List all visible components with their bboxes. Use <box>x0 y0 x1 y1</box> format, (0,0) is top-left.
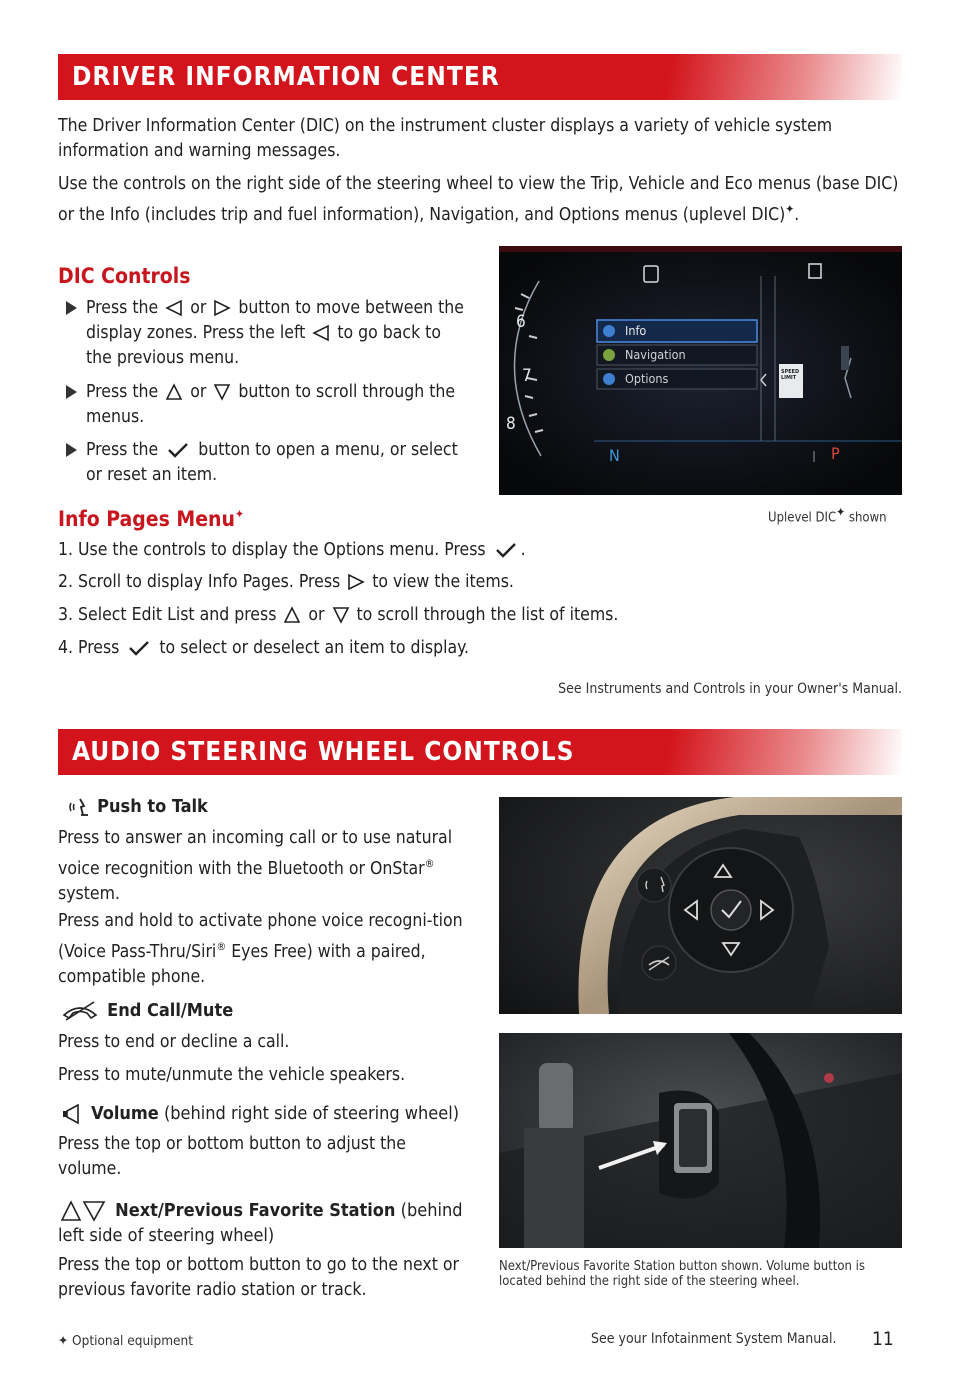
dic-intro: The Driver Information Center (DIC) on the instrument cluster displays a variety of vehicle system information and warning messages. <box>58 116 833 161</box>
down-arrow-icon <box>213 383 231 401</box>
favorite-description: Press the top or bottom button to go to the next or previous favorite radio station or track. <box>58 1255 459 1300</box>
checkmark-icon <box>493 541 519 559</box>
bullet-arrow-icon <box>66 301 77 315</box>
dic-intro2: Use the controls on the right side of the steering wheel to view the Trip, Vehicle and Eco menus (base DIC) or the Info (includes trip and fuel information), Navigation, and Options menus (uplevel DIC)✦. <box>58 174 899 225</box>
info-step-3: 3. Select Edit List and press or to scroll through the list of items. <box>58 605 619 625</box>
favorite-title-row: Next/Previous Favorite Station (behind left side of steering wheel) <box>58 1200 463 1246</box>
optional-star-icon: ✦ <box>234 507 245 521</box>
volume-title-row: Volume (behind right side of steering wheel) <box>58 1103 478 1124</box>
dic-bullet-3: Press the button to open a menu, or select or reset an item. <box>66 438 466 488</box>
screen-menu-item-options: Options <box>625 371 669 386</box>
bullet-arrow-icon <box>66 385 77 399</box>
gear-indicator-n: N <box>609 446 620 465</box>
screen-menu-item-navigation: Navigation <box>625 347 686 362</box>
footer-infotainment: See your Infotainment System Manual. <box>591 1331 837 1347</box>
behind-wheel-photo <box>499 1033 902 1248</box>
right-arrow-icon <box>347 573 365 591</box>
optional-star-icon: ✦ <box>58 1333 69 1349</box>
end-call-title-row: End Call/Mute <box>58 1000 233 1021</box>
info-step-2: 2. Scroll to display Info Pages. Press to view the items. <box>58 572 514 592</box>
up-arrow-icon <box>283 606 301 624</box>
favorite-station-icon <box>60 1200 108 1222</box>
optional-star-icon: ✦ <box>785 202 795 216</box>
screen-menu-item-info: Info <box>625 323 647 338</box>
checkmark-icon <box>165 441 191 459</box>
bullet-arrow-icon <box>66 443 77 457</box>
dic-photo-caption: Uplevel DIC✦ shown <box>768 505 887 526</box>
up-arrow-icon <box>165 383 183 401</box>
info-pages-heading: Info Pages Menu✦ <box>58 507 245 531</box>
volume-description: Press the top or bottom button to adjust the volume. <box>58 1134 406 1179</box>
audio-banner: AUDIO STEERING WHEEL CONTROLS <box>58 729 902 775</box>
gauge-label: 6 <box>516 312 526 332</box>
volume-icon <box>60 1104 84 1124</box>
footer-optional: ✦ Optional equipment <box>58 1333 193 1349</box>
end-call-icon <box>60 1001 100 1021</box>
speed-limit-sign: SPEED LIMIT <box>781 369 800 381</box>
left-arrow-icon <box>312 324 330 342</box>
end-call-description-2: Press to mute/unmute the vehicle speakers. <box>58 1065 406 1085</box>
page-number: 11 <box>872 1328 894 1350</box>
gear-indicator-p: P <box>831 444 840 463</box>
info-step-1: 1. Use the controls to display the Options menu. Press . <box>58 540 526 560</box>
end-call-description-1: Press to end or decline a call. <box>58 1032 290 1052</box>
down-arrow-icon <box>332 606 350 624</box>
dic-banner: DRIVER INFORMATION CENTER <box>58 54 902 100</box>
gauge-label: 7 <box>522 366 532 386</box>
gauge-label: 8 <box>506 414 516 434</box>
optional-star-icon: ✦ <box>836 505 846 519</box>
steering-controls-photo <box>499 797 902 1014</box>
dic-controls-heading: DIC Controls <box>58 264 191 288</box>
checkmark-icon <box>126 639 152 657</box>
ptt-description-2: Press and hold to activate phone voice recogni-tion (Voice Pass-Thru/Siri® Eyes Free) with a paired, compatible phone. <box>58 911 463 987</box>
dic-see-manual: See Instruments and Controls in your Owner's Manual. <box>558 681 902 697</box>
dic-screen-photo <box>499 246 902 495</box>
behind-wheel-caption: Next/Previous Favorite Station button shown. Volume button is located behind the right side of the steering wheel. <box>499 1259 865 1289</box>
ptt-title-row: Push to Talk <box>66 796 208 817</box>
right-arrow-icon <box>213 299 231 317</box>
left-arrow-icon <box>165 299 183 317</box>
dic-bullet-1: Press the or button to move between the display zones. Press the left to go back to the previous menu. <box>66 296 466 371</box>
push-to-talk-icon <box>68 797 90 817</box>
info-step-4: 4. Press to select or deselect an item to display. <box>58 638 469 658</box>
dic-bullet-2: Press the or button to scroll through the menus. <box>66 380 466 430</box>
ptt-description-1: Press to answer an incoming call or to use natural voice recognition with the Bluetooth or OnStar® system. <box>58 828 453 904</box>
